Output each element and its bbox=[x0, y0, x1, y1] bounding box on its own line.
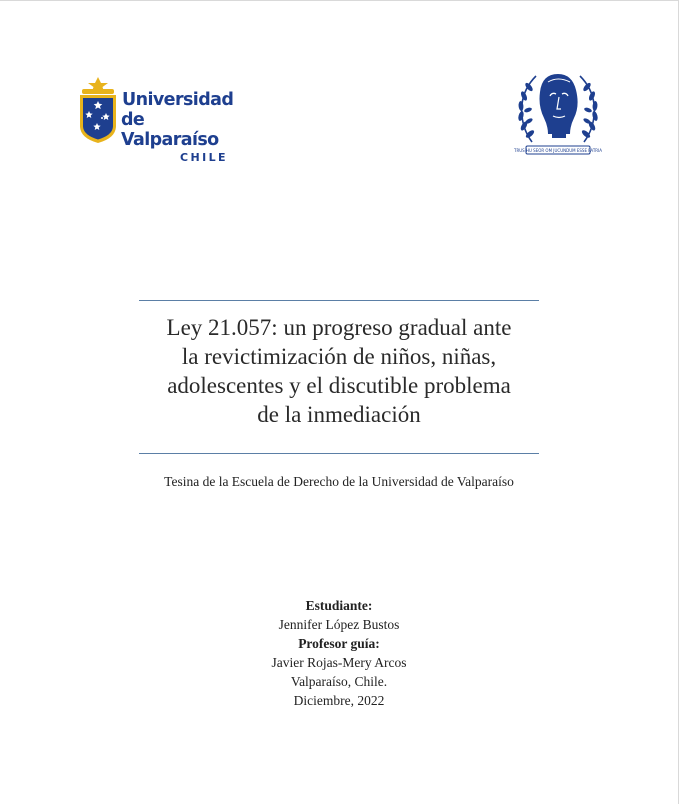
student-label: Estudiante: bbox=[305, 598, 373, 613]
thesis-title-line: Ley 21.057: un progreso gradual ante bbox=[166, 315, 512, 340]
page-top-border bbox=[0, 0, 679, 1]
place: Valparaíso, Chile. bbox=[290, 674, 388, 689]
title-rule-top bbox=[139, 300, 539, 301]
thesis-title-line: la revictimización de niños, niñas, bbox=[181, 344, 497, 369]
advisor-name: Javier Rojas-Mery Arcos bbox=[271, 655, 407, 670]
title-rule-bottom bbox=[139, 453, 539, 454]
faculty-emblem-icon bbox=[512, 66, 604, 158]
date: Diciembre, 2022 bbox=[293, 693, 385, 708]
thesis-subtitle: Tesina de la Escuela de Derecho de la Universidad de Valparaíso bbox=[164, 474, 514, 489]
university-shield-icon bbox=[78, 76, 118, 144]
thesis-title bbox=[130, 313, 548, 429]
university-name-line2: de Valparaíso bbox=[121, 110, 219, 150]
student-name: Jennifer López Bustos bbox=[278, 617, 400, 632]
university-name-line1: Universidad bbox=[122, 90, 234, 110]
university-name bbox=[122, 90, 238, 166]
university-logo bbox=[78, 76, 238, 164]
advisor-label: Profesor guía: bbox=[298, 636, 380, 651]
thesis-title-line: de la inmediación bbox=[257, 402, 421, 427]
university-country: CHILE bbox=[180, 151, 228, 164]
thesis-title-line: adolescentes y el discutible problema bbox=[167, 373, 511, 398]
thesis-info bbox=[188, 596, 490, 710]
faculty-emblem-motto: TRUS HU SEOR OM JUCUNDUM ESSE PATRIA bbox=[514, 148, 602, 153]
